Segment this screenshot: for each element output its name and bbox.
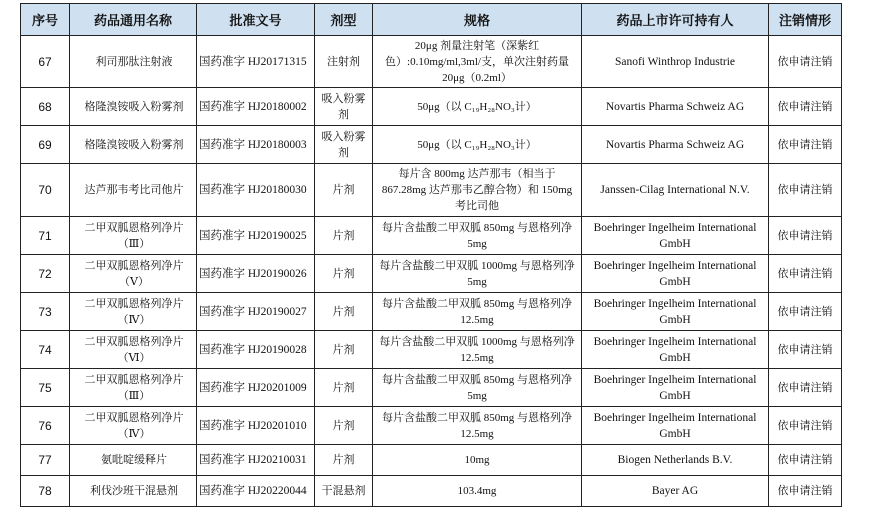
drug-table-container — [20, 3, 842, 507]
cell-seq: 75 — [21, 369, 70, 407]
cell-status: 依申请注销 — [769, 126, 842, 164]
table-row — [21, 369, 842, 407]
cell-form: 片剂 — [315, 369, 373, 407]
cell-seq: 74 — [21, 331, 70, 369]
cell-name: 二甲双胍恩格列净片（Ⅲ） — [70, 217, 197, 255]
cell-approval: 国药准字 HJ20180002 — [197, 88, 315, 126]
cell-spec: 103.4mg — [373, 476, 582, 507]
cell-spec: 每片含盐酸二甲双胍 850mg 与恩格列净 5mg — [373, 369, 582, 407]
cell-seq: 68 — [21, 88, 70, 126]
cell-name: 二甲双胍恩格列净片（Ⅳ） — [70, 407, 197, 445]
cell-spec: 50μg（以 C₁₉H₂₈NO₃计） — [373, 126, 582, 164]
cell-holder: Boehringer Ingelheim International GmbH — [582, 217, 769, 255]
header-spec: 规格 — [373, 4, 582, 36]
cell-seq: 69 — [21, 126, 70, 164]
cell-approval: 国药准字 HJ20201010 — [197, 407, 315, 445]
cell-form: 片剂 — [315, 217, 373, 255]
cell-holder: Novartis Pharma Schweiz AG — [582, 88, 769, 126]
cell-form: 片剂 — [315, 293, 373, 331]
header-status: 注销情形 — [769, 4, 842, 36]
table-row — [21, 407, 842, 445]
cell-holder: Boehringer Ingelheim International GmbH — [582, 255, 769, 293]
header-seq: 序号 — [21, 4, 70, 36]
cell-status: 依申请注销 — [769, 217, 842, 255]
cell-form: 干混悬剂 — [315, 476, 373, 507]
cell-holder: Boehringer Ingelheim International GmbH — [582, 407, 769, 445]
table-row — [21, 217, 842, 255]
cell-seq: 72 — [21, 255, 70, 293]
cell-name: 二甲双胍恩格列净片（Ⅴ） — [70, 255, 197, 293]
cell-approval: 国药准字 HJ20190025 — [197, 217, 315, 255]
header-row — [21, 4, 842, 36]
cell-holder: Bayer AG — [582, 476, 769, 507]
header-approval: 批准文号 — [197, 4, 315, 36]
cell-spec: 每片含盐酸二甲双胍 1000mg 与恩格列净 5mg — [373, 255, 582, 293]
cell-form: 吸入粉雾剂 — [315, 126, 373, 164]
cell-approval: 国药准字 HJ20180030 — [197, 164, 315, 217]
cell-holder: Biogen Netherlands B.V. — [582, 445, 769, 476]
table-row — [21, 88, 842, 126]
cell-approval: 国药准字 HJ20180003 — [197, 126, 315, 164]
cell-name: 二甲双胍恩格列净片（Ⅵ） — [70, 331, 197, 369]
cell-approval: 国药准字 HJ20201009 — [197, 369, 315, 407]
cell-name: 二甲双胍恩格列净片（Ⅳ） — [70, 293, 197, 331]
cell-seq: 77 — [21, 445, 70, 476]
table-row — [21, 164, 842, 217]
cell-name: 氨吡啶缓释片 — [70, 445, 197, 476]
cell-name: 格隆溴铵吸入粉雾剂 — [70, 88, 197, 126]
cell-form: 片剂 — [315, 255, 373, 293]
table-row — [21, 36, 842, 88]
cell-spec: 每片含盐酸二甲双胍 850mg 与恩格列净 5mg — [373, 217, 582, 255]
cell-status: 依申请注销 — [769, 255, 842, 293]
table-row — [21, 445, 842, 476]
table-row — [21, 126, 842, 164]
cell-name: 利司那肽注射液 — [70, 36, 197, 88]
cell-approval: 国药准字 HJ20220044 — [197, 476, 315, 507]
table-row — [21, 255, 842, 293]
cell-status: 依申请注销 — [769, 36, 842, 88]
cell-seq: 76 — [21, 407, 70, 445]
cell-seq: 70 — [21, 164, 70, 217]
cell-name: 利伐沙班干混悬剂 — [70, 476, 197, 507]
cell-form: 片剂 — [315, 331, 373, 369]
cell-holder: Boehringer Ingelheim International GmbH — [582, 369, 769, 407]
cell-holder: Boehringer Ingelheim International GmbH — [582, 331, 769, 369]
cell-approval: 国药准字 HJ20210031 — [197, 445, 315, 476]
cell-form: 片剂 — [315, 407, 373, 445]
header-holder: 药品上市许可持有人 — [582, 4, 769, 36]
cell-status: 依申请注销 — [769, 164, 842, 217]
table-row — [21, 476, 842, 507]
cell-holder: Sanofi Winthrop Industrie — [582, 36, 769, 88]
cell-spec: 10mg — [373, 445, 582, 476]
table-row — [21, 293, 842, 331]
cell-form: 注射剂 — [315, 36, 373, 88]
cell-spec: 50μg（以 C₁₉H₂₈NO₃计） — [373, 88, 582, 126]
cell-name: 格隆溴铵吸入粉雾剂 — [70, 126, 197, 164]
cell-spec: 每片含盐酸二甲双胍 1000mg 与恩格列净 12.5mg — [373, 331, 582, 369]
cell-seq: 73 — [21, 293, 70, 331]
cell-holder: Boehringer Ingelheim International GmbH — [582, 293, 769, 331]
cell-approval: 国药准字 HJ20190026 — [197, 255, 315, 293]
header-form: 剂型 — [315, 4, 373, 36]
table-row — [21, 331, 842, 369]
cell-spec: 20μg 剂量注射笔（深紫红色）:0.10mg/ml,3ml/支，单次注射药量 20μg（0.2ml） — [373, 36, 582, 88]
cell-form: 片剂 — [315, 164, 373, 217]
cell-holder: Novartis Pharma Schweiz AG — [582, 126, 769, 164]
cell-status: 依申请注销 — [769, 88, 842, 126]
cell-form: 吸入粉雾剂 — [315, 88, 373, 126]
cell-seq: 78 — [21, 476, 70, 507]
cell-name: 二甲双胍恩格列净片（Ⅲ） — [70, 369, 197, 407]
cell-seq: 67 — [21, 36, 70, 88]
cell-spec: 每片含盐酸二甲双胍 850mg 与恩格列净 12.5mg — [373, 293, 582, 331]
cell-spec: 每片含盐酸二甲双胍 850mg 与恩格列净 12.5mg — [373, 407, 582, 445]
cell-approval: 国药准字 HJ20190027 — [197, 293, 315, 331]
cell-status: 依申请注销 — [769, 293, 842, 331]
cell-holder: Janssen-Cilag International N.V. — [582, 164, 769, 217]
drug-deregistration-table — [20, 3, 842, 507]
cell-status: 依申请注销 — [769, 331, 842, 369]
cell-status: 依申请注销 — [769, 407, 842, 445]
cell-status: 依申请注销 — [769, 476, 842, 507]
cell-approval: 国药准字 HJ20171315 — [197, 36, 315, 88]
cell-form: 片剂 — [315, 445, 373, 476]
cell-status: 依申请注销 — [769, 445, 842, 476]
cell-name: 达芦那韦考比司他片 — [70, 164, 197, 217]
cell-seq: 71 — [21, 217, 70, 255]
cell-approval: 国药准字 HJ20190028 — [197, 331, 315, 369]
cell-spec: 每片含 800mg 达芦那韦（相当于 867.28mg 达芦那韦乙醇合物）和 150mg 考比司他 — [373, 164, 582, 217]
cell-status: 依申请注销 — [769, 369, 842, 407]
header-name: 药品通用名称 — [70, 4, 197, 36]
